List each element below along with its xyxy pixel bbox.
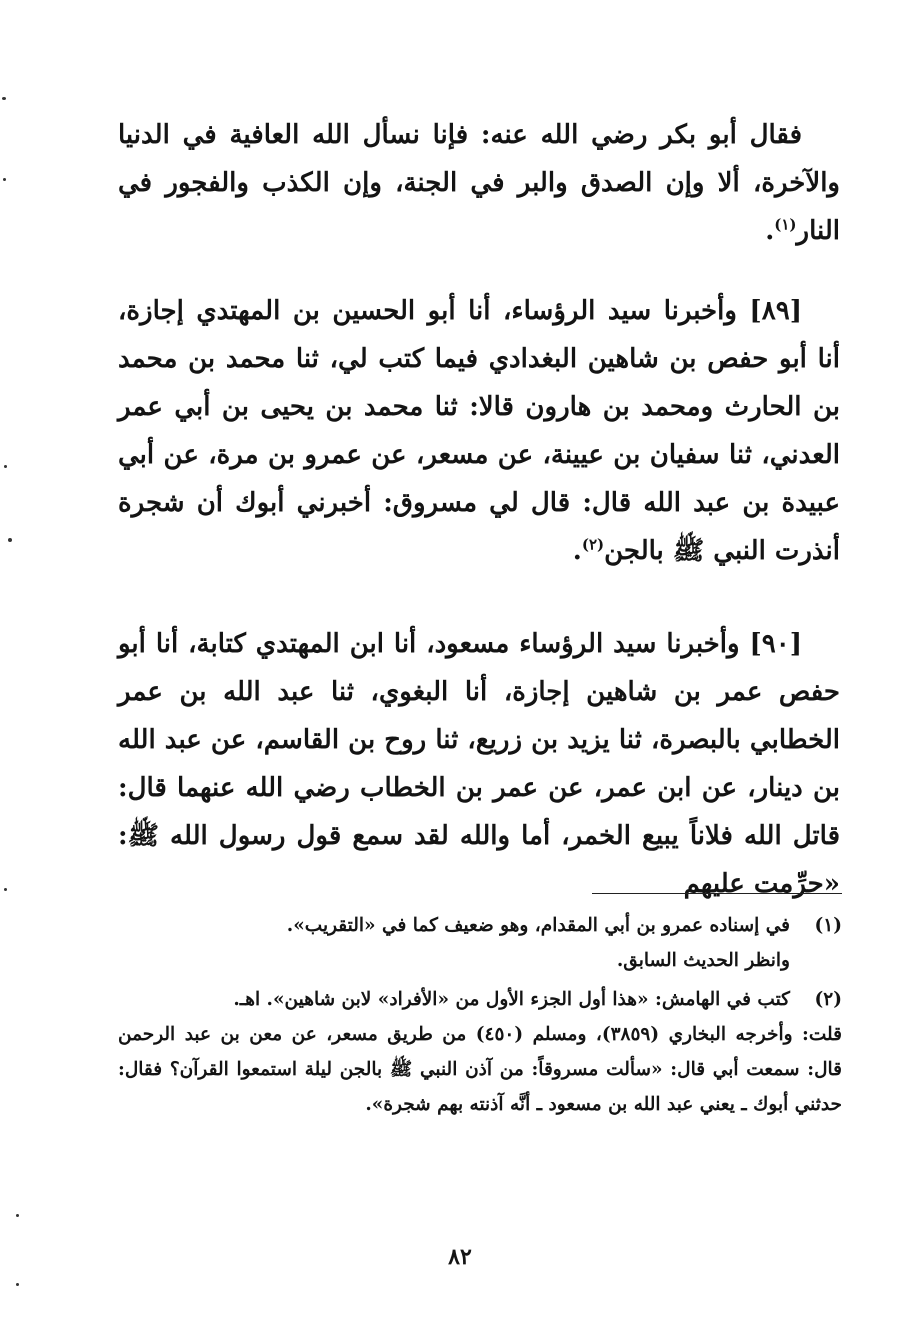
scan-speck [16, 1214, 19, 1217]
scan-speck [8, 538, 12, 542]
paragraph-1 [118, 111, 840, 255]
paragraph-89-text: [٨٩] وأخبرنا سيد الرؤساء، أنا أبو الحسين بن المهتدي إجازة، أنا أبو حفص بن شاهين البغدادي فيما كتب لي، ثنا محمد بن محمد بن الحارث ومحمد بن هارون قالا: ثنا محمد بن يحيى بن أبي عمر العدني، ثنا سفيان بن عيينة، عن مسعر، عن عمرو بن مرة، عن أبي عبيدة بن عبد الله قال: قال لي مسروق: أخبرني أبوك أن شجرة أنذرت النبي ﷺ بالجن [118, 296, 840, 566]
paragraph-1-text: فقال أبو بكر رضي الله عنه: فإنا نسأل الله العافية في الدنيا والآخرة، ألا وإن الصدق والبر في الجنة، وإن الكذب والفجور في النار [118, 120, 840, 246]
scan-speck [4, 888, 7, 891]
footnote-ref-2: (٢) [581, 535, 605, 554]
paragraph-90 [118, 620, 840, 908]
scan-speck [2, 97, 6, 100]
footnote-1 [118, 908, 842, 978]
scan-speck [3, 178, 6, 181]
footnote-2 [118, 982, 842, 1017]
footnote-number: (١) [814, 915, 842, 936]
footnote-2-continuation: قلت: وأخرجه البخاري (٣٨٥٩)، ومسلم (٤٥٠) من طريق مسعر، عن معن بن عبد الرحمن قال: سمعت أبي قال: «سألت مسروقاً: من آذن النبي ﷺ بالجن ليلة استمعوا القرآن؟ فقال: حدثني أبوك ـ يعني عبد الله بن مسعود ـ أنَّه آذنته بهم شجرة». [118, 1024, 842, 1115]
footnote-line: في إسناده عمرو بن أبي المقدام، وهو ضعيف كما في «التقريب». [286, 915, 790, 936]
page-number: ٨٢ [448, 1244, 472, 1270]
footnote-line: وانظر الحديث السابق. [616, 950, 790, 971]
paragraph-89 [118, 287, 840, 575]
footnote-ref-1: (١) [774, 215, 797, 234]
paragraph-90-text: [٩٠] وأخبرنا سيد الرؤساء مسعود، أنا ابن المهتدي كتابة، أنا أبو حفص عمر بن شاهين إجازة، أنا البغوي، ثنا عبد الله بن عمر الخطابي بالبصرة، ثنا يزيد بن زريع، ثنا روح بن القاسم، عن عبد الله بن دينار، عن ابن عمر، عن عمر بن الخطاب رضي الله عنهما قال: قاتل الله فلاناً يبيع الخمر، أما والله لقد سمع قول رسول الله ﷺ: «حرِّمت عليهم [118, 629, 840, 899]
scan-speck [4, 465, 7, 468]
footnotes [118, 908, 842, 1122]
scan-speck [16, 1283, 19, 1286]
footnote-separator [592, 893, 842, 894]
paragraph-1-end: . [765, 216, 775, 246]
footnote-line: كتب في الهامش: «هذا أول الجزء الأول من «الأفراد» لابن شاهين». اهـ. [233, 989, 790, 1010]
footnote-number: (٢) [814, 989, 842, 1010]
paragraph-89-end: . [572, 536, 582, 566]
